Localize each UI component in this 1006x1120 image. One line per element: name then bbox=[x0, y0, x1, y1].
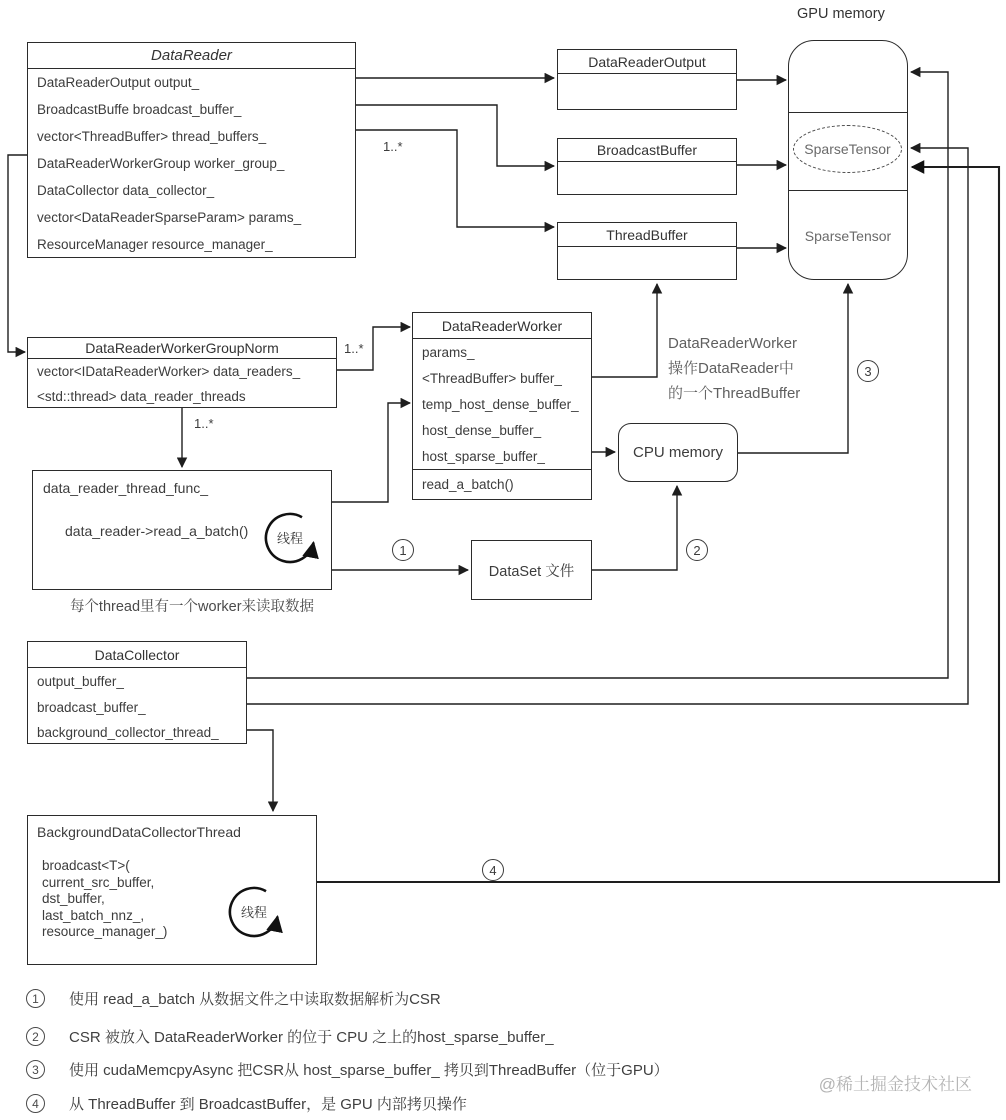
note-row bbox=[26, 1093, 467, 1114]
class-title: DataCollector bbox=[28, 642, 246, 668]
dataset-file-box: DataSet 文件 bbox=[471, 540, 592, 600]
note-text: 使用 cudaMemcpyAsync 把CSR从 host_sparse_buffer_ 拷贝到ThreadBuffer（位于GPU） bbox=[69, 1062, 669, 1079]
bg-collector-body-line: dst_buffer, bbox=[42, 891, 105, 906]
note-number: 2 bbox=[26, 1027, 45, 1046]
note-text: 从 ThreadBuffer 到 BroadcastBuffer，是 GPU 内部拷贝操作 bbox=[69, 1096, 467, 1113]
connector-dataset-to-cpumemory bbox=[592, 486, 677, 570]
connector-datareader-to-broadcastbuffer bbox=[356, 105, 554, 166]
attr-row: output_buffer_ bbox=[37, 673, 124, 689]
class-box-broadcastbuffer bbox=[557, 138, 737, 195]
attr-row: host_dense_buffer_ bbox=[422, 422, 542, 438]
step-marker-1: 1 bbox=[392, 539, 414, 561]
class-box-datacollector bbox=[27, 641, 247, 744]
note-text: CSR 被放入 DataReaderWorker 的位于 CPU 之上的host_sparse_buffer_ bbox=[69, 1029, 554, 1046]
note-number: 3 bbox=[26, 1060, 45, 1079]
attr-row: ResourceManager resource_manager_ bbox=[37, 236, 273, 252]
class-title: DataReaderWorkerGroupNorm bbox=[28, 338, 336, 359]
thread-loop-label: 线程 bbox=[276, 531, 304, 546]
class-title: ThreadBuffer bbox=[558, 223, 736, 247]
attr-row: temp_host_dense_buffer_ bbox=[422, 396, 579, 412]
note-number: 1 bbox=[26, 989, 45, 1008]
thread-func-box bbox=[32, 470, 332, 590]
attr-row: background_collector_thread_ bbox=[37, 724, 219, 740]
class-title: DataReaderWorker bbox=[413, 313, 591, 339]
bg-collector-title: BackgroundDataCollectorThread bbox=[37, 824, 241, 840]
gpu-section-divider bbox=[789, 112, 907, 113]
thread-func-title: data_reader_thread_func_ bbox=[43, 480, 209, 496]
attr-row: vector<IDataReaderWorker> data_readers_ bbox=[37, 364, 301, 379]
step-marker-2: 2 bbox=[686, 539, 708, 561]
step-marker-4: 4 bbox=[482, 859, 504, 881]
attr-row: <std::thread> data_reader_threads bbox=[37, 388, 246, 404]
attr-row: BroadcastBuffe broadcast_buffer_ bbox=[37, 102, 242, 117]
thread-func-call: data_reader->read_a_batch() bbox=[65, 523, 249, 539]
note-row bbox=[26, 1026, 554, 1047]
attr-row: <ThreadBuffer> buffer_ bbox=[422, 370, 562, 386]
worker-annotation-line: 操作DataReader中 bbox=[668, 360, 794, 377]
attr-row: host_sparse_buffer_ bbox=[422, 448, 545, 464]
worker-annotation bbox=[668, 331, 800, 406]
class-box-datareaderworker bbox=[412, 312, 592, 500]
multiplicity-label: 1..* bbox=[383, 139, 403, 154]
note-row bbox=[26, 1059, 669, 1080]
sparse-tensor: SparseTensor bbox=[804, 228, 892, 244]
class-box-datareader bbox=[27, 42, 356, 258]
thread-loop-icon bbox=[224, 882, 284, 942]
attr-row: DataCollector data_collector_ bbox=[37, 183, 215, 198]
gpu-memory-label: GPU memory bbox=[797, 6, 885, 22]
gpu-section-divider bbox=[789, 190, 907, 191]
worker-annotation-line: 的一个ThreadBuffer bbox=[668, 385, 801, 402]
bg-collector-body-line: current_src_buffer, bbox=[42, 874, 155, 890]
bg-collector-body bbox=[42, 858, 167, 941]
attr-row: params_ bbox=[422, 344, 475, 360]
connector-worker-to-threadbuffer bbox=[592, 284, 657, 377]
class-box-threadbuffer bbox=[557, 222, 737, 280]
watermark: @稀土掘金技术社区 bbox=[818, 1075, 972, 1094]
attr-row: DataReaderOutput output_ bbox=[37, 75, 200, 90]
attr-row: broadcast_buffer_ bbox=[37, 699, 146, 715]
attr-row: vector<ThreadBuffer> thread_buffers_ bbox=[37, 129, 267, 144]
note-text: 使用 read_a_batch 从数据文件之中读取数据解析为CSR bbox=[69, 991, 441, 1008]
gpu-memory-box bbox=[788, 40, 908, 280]
method-row: read_a_batch() bbox=[413, 469, 591, 498]
bg-collector-body-line: resource_manager_) bbox=[42, 924, 168, 939]
class-title-datareader: DataReader bbox=[28, 43, 355, 69]
multiplicity-label: 1..* bbox=[344, 341, 364, 356]
bg-collector-body-line: broadcast<T>( bbox=[42, 858, 130, 873]
class-box-workergroupnorm bbox=[27, 337, 337, 408]
thread-loop-icon bbox=[260, 508, 320, 568]
class-title: BroadcastBuffer bbox=[558, 139, 736, 162]
thread-func-caption: 每个thread里有一个worker来读取数据 bbox=[69, 599, 315, 615]
attr-row: vector<DataReaderSparseParam> params_ bbox=[37, 210, 302, 225]
sparse-tensor-dashed: SparseTensor bbox=[793, 125, 902, 173]
bg-collector-thread-box bbox=[27, 815, 317, 965]
step-marker-3: 3 bbox=[857, 360, 879, 382]
thread-loop-label: 线程 bbox=[240, 905, 268, 920]
cpu-memory-box: CPU memory bbox=[618, 423, 738, 482]
worker-annotation-line: DataReaderWorker bbox=[668, 335, 797, 352]
note-number: 4 bbox=[26, 1094, 45, 1113]
class-box-datareaderoutput bbox=[557, 49, 737, 110]
multiplicity-label: 1..* bbox=[194, 416, 214, 431]
attr-row: DataReaderWorkerGroup worker_group_ bbox=[37, 156, 285, 171]
class-title: DataReaderOutput bbox=[558, 50, 736, 74]
bg-collector-body-line: last_batch_nnz_, bbox=[42, 907, 145, 923]
note-row bbox=[26, 988, 441, 1009]
connector-datacollector-to-bgthread bbox=[247, 730, 273, 811]
connector-datareader-to-workergroupnorm bbox=[8, 155, 27, 352]
